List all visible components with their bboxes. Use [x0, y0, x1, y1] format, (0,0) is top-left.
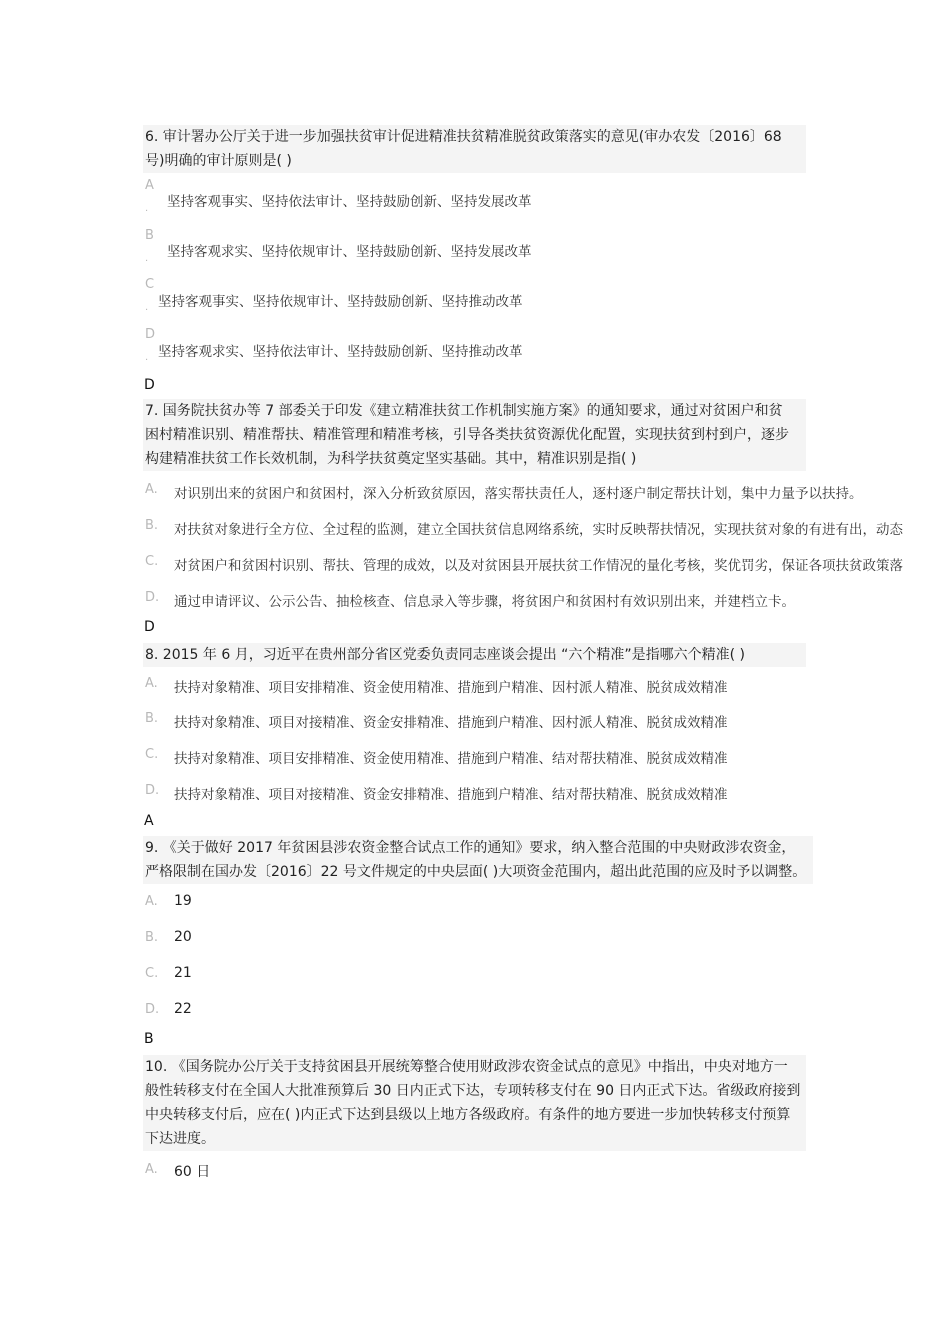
question-6-option-a-text[interactable]: 坚持客观事实、坚持依法审计、坚持鼓励创新、坚持发展改革: [167, 194, 532, 210]
question-7-option-c-text[interactable]: 对贫困户和贫困村识别、帮扶、管理的成效，以及对贫困县开展扶贫工作情况的量化考核，奖优罚劣，保证各项扶贫政策落: [174, 558, 903, 574]
question-8-option-d-text[interactable]: 扶持对象精准、项目对接精准、资金安排精准、措施到户精准、结对帮扶精准、脱贫成效精准: [174, 787, 728, 803]
question-7-line-1: 7. 国务院扶贫办等 7 部委关于印发《建立精准扶贫工作机制实施方案》的通知要求，通过对贫困户和贫: [145, 403, 783, 419]
question-6-option-a-dot: ·: [145, 206, 149, 217]
question-7-text: [143, 399, 806, 471]
question-10-option-a-letter: A.: [145, 1162, 158, 1177]
question-7-option-c-letter: C.: [145, 554, 159, 569]
question-8-option-d-letter: D.: [145, 783, 160, 798]
question-6-option-c-text[interactable]: 坚持客观事实、坚持依规审计、坚持鼓励创新、坚持推动改革: [158, 294, 523, 310]
question-6-option-d-text[interactable]: 坚持客观求实、坚持依法审计、坚持鼓励创新、坚持推动改革: [158, 344, 523, 360]
question-6-text: [143, 125, 806, 173]
question-6-option-c-letter: C: [145, 277, 155, 292]
question-10-line-2: 般性转移支付在全国人大批准预算后 30 日内正式下达，专项转移支付在 90 日内正式下达。省级政府接到: [145, 1083, 801, 1099]
question-6-option-b-text[interactable]: 坚持客观求实、坚持依规审计、坚持鼓励创新、坚持发展改革: [167, 244, 532, 260]
question-6-option-c-dot: ·: [145, 305, 149, 316]
question-9-answer: B: [144, 1031, 154, 1047]
question-9-text: [143, 836, 813, 884]
question-9-option-c-text[interactable]: 21: [174, 965, 192, 981]
question-8-option-c-text[interactable]: 扶持对象精准、项目安排精准、资金使用精准、措施到户精准、结对帮扶精准、脱贫成效精准: [174, 751, 728, 767]
question-6-option-a-letter: A: [145, 178, 154, 193]
question-7-answer: D: [144, 619, 155, 635]
question-7-line-2: 困村精准识别、精准帮扶、精准管理和精准考核，引导各类扶贫资源优化配置，实现扶贫到村到户，逐步: [145, 427, 789, 443]
question-9-option-d-text[interactable]: 22: [174, 1001, 192, 1017]
question-7-option-b-letter: B.: [145, 518, 159, 533]
question-10-line-4: 下达进度。: [145, 1131, 215, 1147]
question-10-option-a-text[interactable]: 60 日: [174, 1164, 211, 1180]
question-9-option-c-letter: C.: [145, 966, 159, 981]
question-7-option-d-letter: D.: [145, 590, 160, 605]
question-7-option-d-text[interactable]: 通过申请评议、公示公告、抽检核查、信息录入等步骤，将贫困户和贫困村有效识别出来，并建档立卡。: [174, 594, 795, 610]
question-10-line-3: 中央转移支付后，应在( )内正式下达到县级以上地方各级政府。有条件的地方要进一步加快转移支付预算: [145, 1107, 791, 1123]
question-7-option-a-letter: A.: [145, 482, 158, 497]
question-6-option-b-letter: B: [145, 228, 154, 243]
question-6-option-b-dot: ·: [145, 256, 149, 267]
question-7-option-a-text[interactable]: 对识别出来的贫困户和贫困村，深入分析致贫原因，落实帮扶责任人，逐村逐户制定帮扶计划，集中力量予以扶持。: [174, 486, 863, 502]
question-6-option-d-letter: D: [145, 327, 156, 342]
question-9-option-b-letter: B.: [145, 930, 159, 945]
question-8-answer: A: [144, 813, 154, 829]
question-6-line-1: 6. 审计署办公厅关于进一步加强扶贫审计促进精准扶贫精准脱贫政策落实的意见(审办农发〔2016〕68: [145, 129, 782, 145]
question-9-option-a-text[interactable]: 19: [174, 893, 192, 909]
question-8-option-a-text[interactable]: 扶持对象精准、项目安排精准、资金使用精准、措施到户精准、因村派人精准、脱贫成效精准: [174, 680, 728, 696]
question-10-text: [143, 1055, 806, 1151]
question-10-line-1: 10. 《国务院办公厅关于支持贫困县开展统筹整合使用财政涉农资金试点的意见》中指出，中央对地方一: [145, 1059, 788, 1075]
question-9-option-b-text[interactable]: 20: [174, 929, 192, 945]
question-8-line-1: 8. 2015 年 6 月，习近平在贵州部分省区党委负责同志座谈会提出 “六个精准”是指哪六个精准( ): [145, 647, 746, 663]
question-9-option-a-letter: A.: [145, 894, 158, 909]
question-8-option-c-letter: C.: [145, 747, 159, 762]
question-9-line-2: 严格限制在国办发〔2016〕22 号文件规定的中央层面( )大项资金范围内，超出此范围的应及时予以调整。: [145, 864, 807, 880]
question-9-line-1: 9. 《关于做好 2017 年贫困县涉农资金整合试点工作的通知》要求，纳入整合范围的中央财政涉农资金，: [145, 840, 796, 856]
question-7-option-b-text[interactable]: 对扶贫对象进行全方位、全过程的监测，建立全国扶贫信息网络系统，实时反映帮扶情况，实现扶贫对象的有进有出，动态: [174, 522, 903, 538]
question-8-option-a-letter: A.: [145, 676, 158, 691]
question-9-option-d-letter: D.: [145, 1002, 160, 1017]
question-6-answer: D: [144, 377, 155, 393]
question-8-text: [143, 643, 806, 667]
question-8-option-b-text[interactable]: 扶持对象精准、项目对接精准、资金安排精准、措施到户精准、因村派人精准、脱贫成效精准: [174, 715, 728, 731]
question-6-option-d-dot: ·: [145, 355, 149, 366]
question-8-option-b-letter: B.: [145, 711, 159, 726]
question-7-line-3: 构建精准扶贫工作长效机制，为科学扶贫奠定坚实基础。其中，精准识别是指( ): [145, 451, 637, 467]
question-6-line-2: 号)明确的审计原则是( ): [145, 153, 292, 169]
